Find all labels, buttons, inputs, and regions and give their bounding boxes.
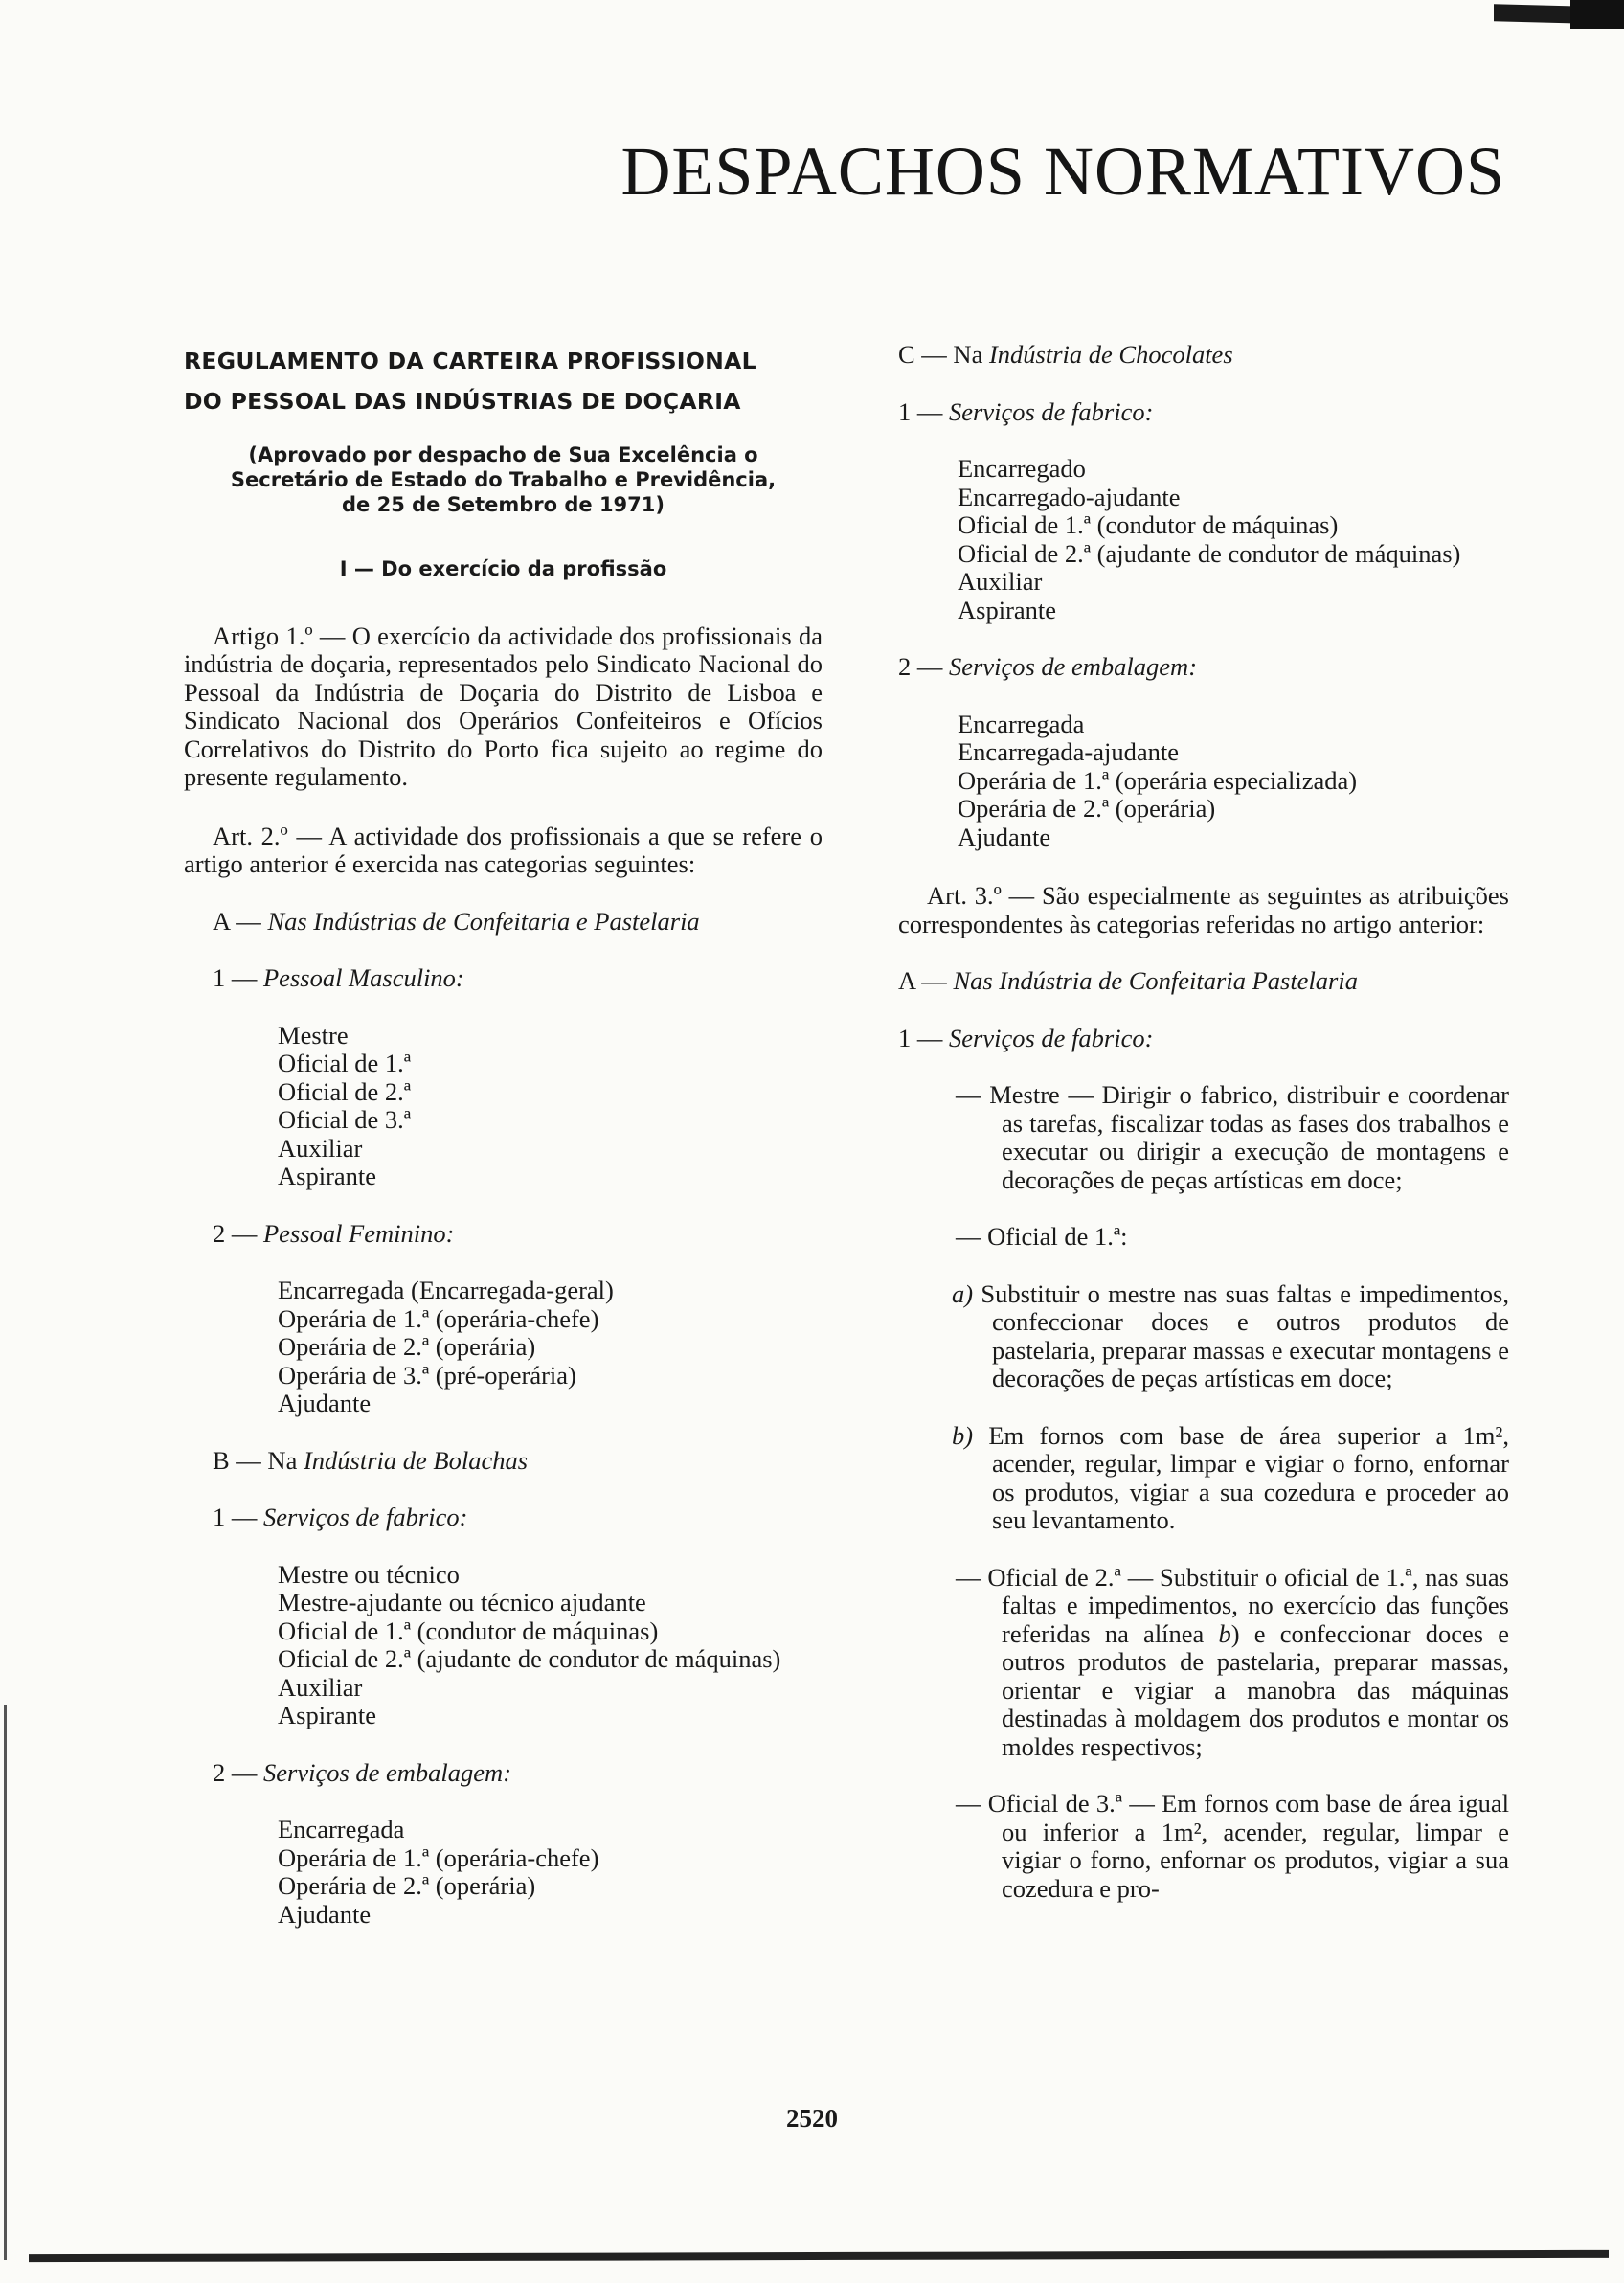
attrib-a1-title: Serviços de fabrico: [949, 1023, 1154, 1052]
approval-line-3: de 25 de Setembro de 1971) [342, 493, 665, 516]
page-number: 2520 [786, 2104, 838, 2133]
category-c2-title: Serviços de embalagem: [949, 652, 1198, 681]
list-b1 [184, 1561, 823, 1730]
list-item: Aspirante [278, 1701, 377, 1729]
list-item: Operária de 1.ª (operária-chefe) [278, 1842, 599, 1872]
list-item: Auxiliar [278, 1133, 363, 1163]
list-item: Auxiliar [958, 567, 1043, 596]
list-item: Operária de 2.ª (operária) [958, 794, 1216, 823]
oficial-2-text-end: ) e confeccionar doces e outros produtos de pastelaria, preparar massas, orientar e vigiar a manobra das máquinas destinadas à moldagem dos produtos e montar os moldes respectivos; [1002, 1618, 1509, 1761]
oficial-1-heading: — Oficial de 1.ª: [956, 1222, 1128, 1251]
alinea-a [898, 1280, 1509, 1393]
category-b2-heading [184, 1759, 823, 1788]
scan-edge-left [4, 1705, 7, 2260]
category-c2-prefix: 2 — [898, 652, 949, 681]
list-item: Oficial de 2.ª [278, 1076, 412, 1106]
list-b2 [184, 1816, 823, 1929]
list-c2 [898, 711, 1509, 852]
scan-edge-bottom [29, 2250, 1609, 2262]
list-item: Operária de 2.ª (operária) [278, 1871, 536, 1900]
category-b2-title: Serviços de embalagem: [263, 1757, 512, 1787]
list-item: Operária de 1.ª (operária especializada) [958, 765, 1358, 795]
category-b1-title: Serviços de fabrico: [263, 1503, 468, 1531]
oficial-2-text-start: — Oficial de 2.ª — Substituir o oficial de 1.ª, nas suas faltas e impedimentos, no exercício das funções referidas na alínea [956, 1562, 1509, 1648]
category-a-title: Nas Indústrias de Confeitaria e Pastelaria [267, 906, 700, 936]
list-item: Operária de 1.ª (operária-chefe) [278, 1303, 599, 1333]
category-a-prefix: A — [213, 906, 268, 936]
list-item: Encarregada [958, 709, 1085, 738]
category-a2-title: Pessoal Feminino: [263, 1218, 455, 1248]
category-c-heading [898, 341, 1509, 370]
list-item: Aspirante [958, 595, 1057, 624]
category-a1-prefix: 1 — [213, 963, 263, 992]
list-item: Oficial de 2.ª (ajudante de condutor de máquinas) [958, 538, 1461, 568]
category-a1-heading [184, 964, 823, 993]
article-1: Artigo 1.º — O exercício da actividade dos profissionais da indústria de doçaria, representados pelo Sindicato Nacional do Pessoal da Indústria de Doçaria do Distrito de Lisboa e Sindicato Nacional dos Operários Confeiteiros e Ofícios Correlativos do Distrito do Porto fica sujeito ao regime do presente regulamento. [184, 621, 823, 791]
category-a-heading [184, 908, 823, 937]
list-item: Encarregada [278, 1815, 405, 1843]
list-item: Encarregada-ajudante [958, 737, 1179, 766]
list-a1 [184, 1022, 823, 1191]
list-item: Ajudante [958, 822, 1051, 851]
attrib-a-prefix: A — [898, 966, 954, 995]
article-3: Art. 3.º — São especialmente as seguintes as atribuições correspondentes às categorias referidas no artigo anterior: [898, 881, 1509, 938]
list-item: Mestre [278, 1020, 349, 1050]
list-item: Ajudante [278, 1389, 372, 1417]
mestre-duties: — Mestre — Dirigir o fabrico, distribuir e coordenar as tarefas, fiscalizar todas as fases dos trabalhos e executar ou dirigir a execução de montagens e decorações de peças artísticas em doce; [956, 1080, 1509, 1194]
alinea-a-label: a) [952, 1278, 974, 1308]
approval-note [184, 442, 823, 517]
category-b-title: Indústria de Bolachas [303, 1445, 529, 1475]
category-b1-prefix: 1 — [213, 1503, 263, 1531]
attrib-a-heading [898, 967, 1509, 996]
list-item: Operária de 2.ª (operária) [278, 1332, 536, 1361]
category-c1-title: Serviços de fabrico: [949, 396, 1154, 426]
approval-line-1: (Aprovado por despacho de Sua Excelência o [248, 443, 758, 466]
list-item: Oficial de 2.ª (ajudante de condutor de máquinas) [278, 1644, 781, 1673]
right-column [898, 341, 1509, 1903]
list-item: Encarregado [958, 454, 1086, 483]
category-c-prefix: C — Na [898, 340, 989, 369]
oficial-3-duties: — Oficial de 3.ª — Em fornos com base de área igual ou inferior a 1m², acender, regular, limpar e vigiar o forno, enfornar os produtos, vigiar a sua cozedura e pro- [956, 1789, 1509, 1903]
oficial-2-alinea-ref: b [1218, 1618, 1231, 1648]
category-c1-prefix: 1 — [898, 396, 949, 426]
category-b-prefix: B — Na [213, 1445, 304, 1475]
list-item: Oficial de 1.ª (condutor de máquinas) [958, 510, 1339, 539]
list-item: Mestre-ajudante ou técnico ajudante [278, 1588, 646, 1616]
list-item: Operária de 3.ª (pré-operária) [278, 1360, 576, 1390]
category-a2-heading [184, 1220, 823, 1249]
alinea-b-label: b) [952, 1420, 974, 1450]
category-c-title: Indústria de Chocolates [988, 340, 1233, 369]
category-a2-prefix: 2 — [213, 1218, 263, 1248]
left-column [184, 341, 823, 1929]
article-2: Art. 2.º — A actividade dos profissionais a que se refere o artigo anterior é exercida nas categorias seguintes: [184, 821, 823, 878]
oficial-2-duties [898, 1564, 1509, 1762]
attrib-a1-heading [898, 1025, 1509, 1053]
list-item: Oficial de 1.ª [278, 1049, 412, 1077]
alinea-b [898, 1422, 1509, 1535]
approval-line-2: Secretário de Estado do Trabalho e Previdência, [230, 468, 777, 491]
regulation-heading-line-1: REGULAMENTO DA CARTEIRA PROFISSIONAL [184, 348, 756, 374]
list-item: Encarregado-ajudante [958, 482, 1181, 511]
page-title: DESPACHOS NORMATIVOS [620, 133, 1505, 210]
alinea-a-text: Substituir o mestre nas suas faltas e impedimentos, confeccionar doces e outros produtos de pastelaria, preparar massas e executar montagens e decorações de peças artísticas em doce; [981, 1278, 1509, 1392]
alinea-b-text: Em fornos com base de área superior a 1m², acender, regular, limpar e vigiar o forno, enfornar os produtos, vigiar a sua cozedura e proceder ao seu levantamento. [988, 1420, 1509, 1534]
list-item: Ajudante [278, 1899, 372, 1929]
attrib-a-title: Nas Indústria de Confeitaria Pastelaria [953, 966, 1358, 995]
scan-edge-corner [1570, 0, 1624, 29]
section-title: I — Do exercício da profissão [339, 557, 667, 580]
category-b1-heading [184, 1503, 823, 1532]
category-b2-prefix: 2 — [213, 1757, 263, 1787]
category-c1-heading [898, 398, 1509, 427]
list-item: Aspirante [278, 1162, 377, 1190]
category-c2-heading [898, 653, 1509, 682]
list-item: Encarregada (Encarregada-geral) [278, 1276, 614, 1304]
category-b-heading [184, 1447, 823, 1476]
list-c1 [898, 455, 1509, 624]
list-a2 [184, 1277, 823, 1418]
list-item: Oficial de 1.ª (condutor de máquinas) [278, 1616, 659, 1645]
category-a1-title: Pessoal Masculino: [263, 963, 464, 992]
attrib-a1-prefix: 1 — [898, 1023, 949, 1052]
regulation-heading-line-2: DO PESSOAL DAS INDÚSTRIAS DE DOÇARIA [184, 388, 741, 415]
list-item: Mestre ou técnico [278, 1559, 460, 1589]
list-item: Auxiliar [278, 1672, 363, 1702]
list-item: Oficial de 3.ª [278, 1105, 412, 1134]
